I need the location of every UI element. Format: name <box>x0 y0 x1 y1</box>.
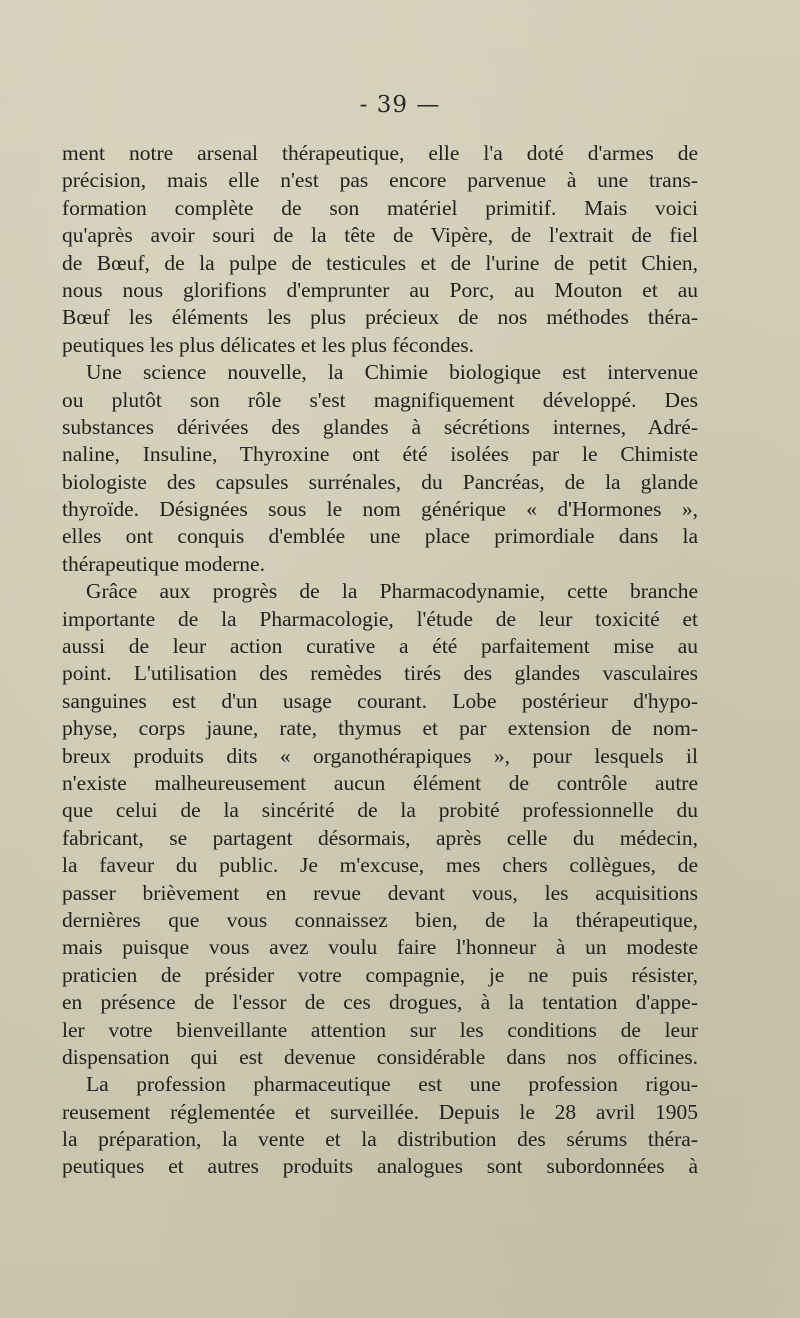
text-line: praticien de présider votre compagnie, je ne puis résister, <box>62 962 698 987</box>
text-line: ment notre arsenal thérapeutique, elle l'a doté d'armes de <box>62 141 698 165</box>
text-line: substances dérivées des glandes à sécrétions internes, Adré- <box>62 414 698 439</box>
text-line: peutiques les plus délicates et les plus fécondes. <box>62 332 474 357</box>
text-line: breux produits dits « organothérapiques », pour lesquels il <box>62 743 698 768</box>
text-line: dernières que vous connaissez bien, de la thérapeutique, <box>62 907 698 932</box>
text-line: thérapeutique moderne. <box>62 551 265 576</box>
text-line: aussi de leur action curative a été parfaitement mise au <box>62 634 698 659</box>
text-line: formation complète de son matériel primitif. Mais voici <box>62 195 698 220</box>
text-line: que celui de la sincérité de la probité professionnelle du <box>62 798 698 823</box>
text-line: en présence de l'essor de ces drogues, à la tentation d'appe- <box>62 990 698 1015</box>
text-line: de Bœuf, de la pulpe de testicules et de l'urine de petit Chien, <box>62 250 698 275</box>
text-line: n'existe malheureusement aucun élément de contrôle autre <box>62 770 698 795</box>
text-line: mais puisque vous avez voulu faire l'honneur à un modeste <box>62 935 698 960</box>
text-line: physe, corps jaune, rate, thymus et par extension de nom- <box>62 716 698 741</box>
text-line: Bœuf les éléments les plus précieux de nos méthodes théra- <box>62 305 698 330</box>
text-line: importante de la Pharmacologie, l'étude de leur toxicité et <box>62 606 698 631</box>
text-line: dispensation qui est devenue considérable dans nos officines. <box>62 1044 698 1069</box>
text-line: thyroïde. Désignées sous le nom générique « d'Hormones », <box>62 497 698 522</box>
text-line: La profession pharmaceutique est une profession rigou- <box>86 1072 698 1097</box>
text-line: précision, mais elle n'est pas encore parvenue à une trans- <box>62 168 698 193</box>
text-line: elles ont conquis d'emblée une place primordiale dans la <box>62 524 698 549</box>
text-line: naline, Insuline, Thyroxine ont été isolées par le Chimiste <box>62 442 698 467</box>
text-line: la préparation, la vente et la distribution des sérums théra- <box>62 1127 698 1152</box>
text-line: biologiste des capsules surrénales, du Pancréas, de la glande <box>62 469 698 494</box>
text-line: Grâce aux progrès de la Pharmacodynamie, cette branche <box>86 579 698 604</box>
text-line: passer brièvement en revue devant vous, les acquisitions <box>62 880 698 905</box>
text-line: qu'après avoir souri de la tête de Vipère, de l'extrait de fiel <box>62 223 698 248</box>
page-number: - 39 — <box>359 92 441 118</box>
text-line: nous nous glorifions d'emprunter au Porc, au Mouton et au <box>62 277 698 302</box>
text-line: sanguines est d'un usage courant. Lobe postérieur d'hypo- <box>62 688 698 713</box>
text-line: fabricant, se partagent désormais, après celle du médecin, <box>62 825 698 850</box>
text-line: reusement réglementée et surveillée. Depuis le 28 avril 1905 <box>62 1099 698 1124</box>
text-line: peutiques et autres produits analogues sont subordonnées à <box>62 1154 698 1179</box>
text-line: la faveur du public. Je m'excuse, mes chers collègues, de <box>62 853 698 878</box>
text-line: ler votre bienveillante attention sur les conditions de leur <box>62 1017 698 1042</box>
text-line: Une science nouvelle, la Chimie biologique est intervenue <box>86 360 698 385</box>
text-line: ou plutôt son rôle s'est magnifiquement développé. Des <box>62 387 698 412</box>
text-line: point. L'utilisation des remèdes tirés des glandes vasculaires <box>62 661 698 686</box>
body-text <box>62 140 698 1181</box>
